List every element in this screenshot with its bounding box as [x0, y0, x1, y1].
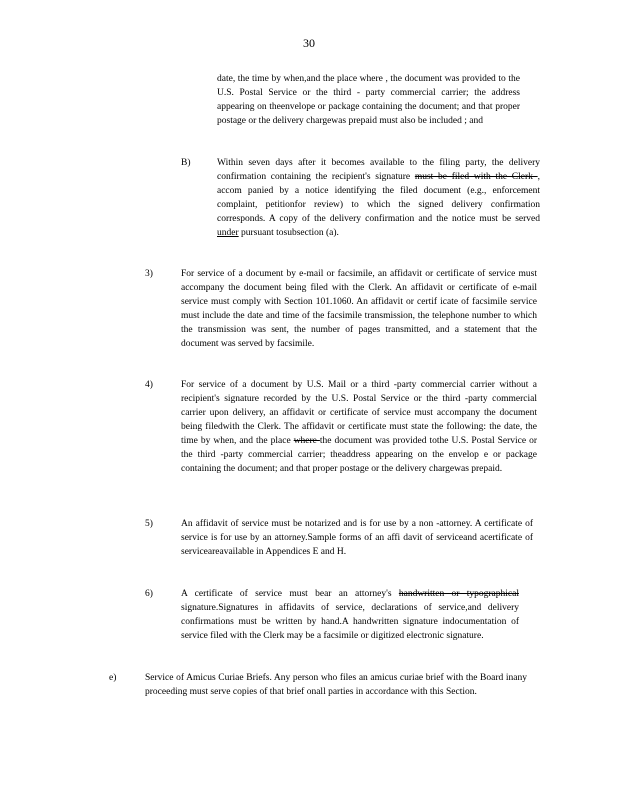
item-e-paragraph	[145, 671, 527, 699]
item-b-deleted-text: must be filed with the Clerk	[414, 172, 538, 182]
item-5-text: An affidavit of service must be notarized and is for use by a non -attorney. A certificate of service is for use by an attorney.Sample forms of an affi davit of serviceand acertificate of serviceareavailable in Appendices E and H.	[181, 519, 533, 557]
item-b-marker: B)	[181, 158, 191, 168]
item-e-text: Service of Amicus Curiae Briefs. Any person who files an amicus curiae brief with the Board inany proceeding must serve copies of that brief onall parties in accordance with this Section.	[145, 673, 527, 697]
item-5-paragraph	[181, 517, 533, 559]
item-b-text-middle: , accom panied by a notice identifying the filed document (e.g., enforcement complaint, petitionfor review) to which the signed delivery confirmation corresponds. A copy of the delivery confirmation and the notice must be served	[217, 172, 540, 224]
item-4-deleted-text: where	[293, 436, 320, 446]
item-6-text-start: A certificate of service must bear an attorney's	[181, 589, 399, 599]
item-4-marker: 4)	[145, 380, 153, 390]
item-b-text-end: pursuant tosubsection (a).	[238, 228, 339, 238]
item-6-marker: 6)	[145, 589, 153, 599]
item-6-deleted-text: handwritten or typographical	[398, 589, 519, 599]
item-6-paragraph	[181, 587, 519, 643]
item-a-continuation	[217, 72, 520, 128]
item-3-marker: 3)	[145, 269, 153, 279]
item-b-inserted-text: under	[217, 228, 239, 238]
item-4-text-end: the document was provided tothe U.S. Postal Service or the third -party commercial carrier; theaddress appearing on the envelop e or package containing the document; and that proper postage or the delivery chargewas prepaid.	[181, 436, 537, 474]
continuation-text: date, the time by when,and the place where , the document was provided to the U.S. Postal Service or the third - party commercial carrier; the address appearing on theenvelope or package containing the document; and that proper postage or the delivery chargewas prepaid must also be included ; and	[217, 74, 520, 126]
item-4-paragraph	[181, 378, 537, 476]
item-5-marker: 5)	[145, 519, 153, 529]
item-b-text-start: Within seven days after it becomes available to the filing party, the delivery confirmation containing the recipient's signature	[217, 158, 540, 182]
item-6-text-end: signature.Signatures in affidavits of service, declarations of service,and delivery confirmations must be written by hand.A handwritten signature indocumentation of service filed with the Clerk may be a facsimile or digitized electronic signature.	[181, 603, 519, 641]
item-3-paragraph	[181, 267, 537, 351]
item-b-paragraph	[217, 156, 540, 240]
item-4-text-start: For service of a document by U.S. Mail or a third -party commercial carrier without a recipient's signature recorded by the U.S. Postal Service or the third -party commercial carrier upon delivery, an affidavit or certificate of service must accompany the document being filedwith the Clerk. The affidavit or certificate must state the following: the date, the time by when, and the place	[181, 380, 537, 446]
page-number: 30	[303, 36, 315, 50]
item-3-text: For service of a document by e-mail or facsimile, an affidavit or certificate of service must accompany the document being filed with the Clerk. An affidavit or certificate of e-mail service must comply with Section 101.1060. An affidavit or certif icate of facsimile service must include the date and time of the facsimile transmission, the telephone number to which the transmission was sent, the number of pages transmitted, and a statement that the document was served by facsimile.	[181, 269, 537, 349]
item-e-marker: e)	[109, 673, 117, 683]
